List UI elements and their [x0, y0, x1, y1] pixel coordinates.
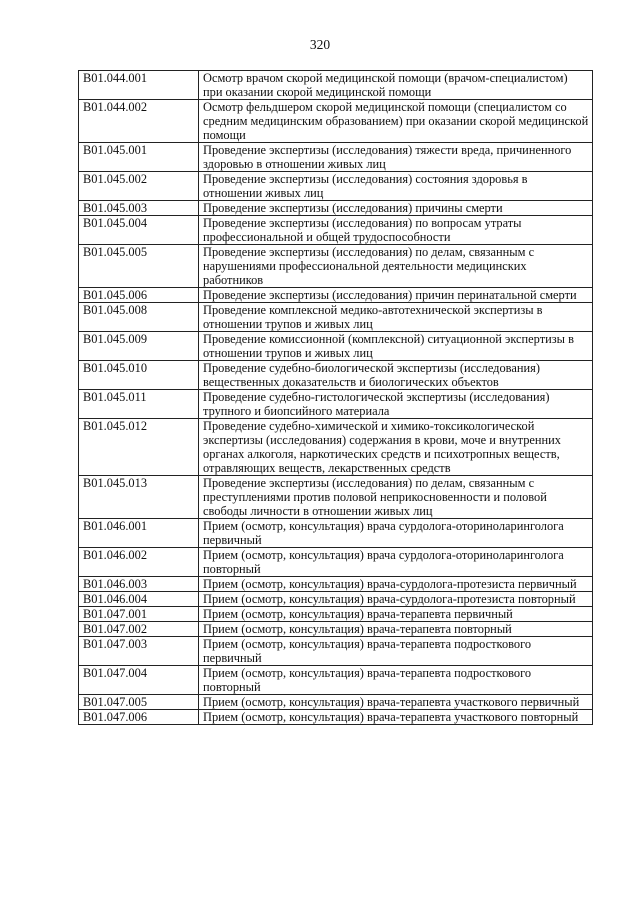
service-code: B01.045.009	[79, 332, 199, 361]
service-code: B01.044.001	[79, 71, 199, 100]
service-code: B01.047.003	[79, 637, 199, 666]
services-table	[78, 70, 593, 725]
table-row	[79, 361, 593, 390]
service-code: B01.045.002	[79, 172, 199, 201]
service-name: Проведение экспертизы (исследования) состояния здоровья в отношении живых лиц	[199, 172, 593, 201]
table-row	[79, 201, 593, 216]
table-row	[79, 577, 593, 592]
service-code: B01.046.002	[79, 548, 199, 577]
table-row	[79, 666, 593, 695]
service-name: Проведение экспертизы (исследования) по делам, связанным с нарушениями профессиональной деятельности медицинских работников	[199, 245, 593, 288]
service-code: B01.045.006	[79, 288, 199, 303]
table-row	[79, 710, 593, 725]
service-code: B01.047.006	[79, 710, 199, 725]
service-name: Проведение экспертизы (исследования) по вопросам утраты профессиональной и общей трудоспособности	[199, 216, 593, 245]
service-name: Осмотр врачом скорой медицинской помощи (врачом-специалистом) при оказании скорой медицинской помощи	[199, 71, 593, 100]
service-name: Прием (осмотр, консультация) врача-терапевта повторный	[199, 622, 593, 637]
table-row	[79, 216, 593, 245]
table-row	[79, 592, 593, 607]
table-row	[79, 71, 593, 100]
service-name: Прием (осмотр, консультация) врача-терапевта первичный	[199, 607, 593, 622]
service-name: Проведение комплексной медико-автотехнической экспертизы в отношении трупов и живых лиц	[199, 303, 593, 332]
services-table-body	[79, 71, 593, 725]
service-name: Проведение экспертизы (исследования) по делам, связанным с преступлениями против половой неприкосновенности и половой свободы личности в отношении живых лиц	[199, 476, 593, 519]
table-row	[79, 100, 593, 143]
table-row	[79, 695, 593, 710]
table-row	[79, 143, 593, 172]
service-name: Прием (осмотр, консультация) врача-терапевта подросткового повторный	[199, 666, 593, 695]
table-row	[79, 607, 593, 622]
service-name: Проведение комиссионной (комплексной) ситуационной экспертизы в отношении трупов и живых лиц	[199, 332, 593, 361]
service-name: Проведение судебно-химической и химико-токсикологической экспертизы (исследования) содержания в крови, моче и внутренних органах алкоголя, наркотических средств и психотропных веществ, отравляющих веществ, лекарственных средств	[199, 419, 593, 476]
service-name: Проведение экспертизы (исследования) тяжести вреда, причиненного здоровью в отношении живых лиц	[199, 143, 593, 172]
service-name: Проведение судебно-гистологической экспертизы (исследования) трупного и биопсийного материала	[199, 390, 593, 419]
service-code: B01.045.003	[79, 201, 199, 216]
service-code: B01.045.001	[79, 143, 199, 172]
service-code: B01.047.001	[79, 607, 199, 622]
service-name: Проведение экспертизы (исследования) причин перинатальной смерти	[199, 288, 593, 303]
service-name: Прием (осмотр, консультация) врача сурдолога-оториноларинголога повторный	[199, 548, 593, 577]
table-row	[79, 622, 593, 637]
table-row	[79, 476, 593, 519]
service-code: B01.047.002	[79, 622, 199, 637]
service-name: Проведение экспертизы (исследования) причины смерти	[199, 201, 593, 216]
service-name: Прием (осмотр, консультация) врача сурдолога-оториноларинголога первичный	[199, 519, 593, 548]
table-row	[79, 303, 593, 332]
service-name: Прием (осмотр, консультация) врача-терапевта участкового первичный	[199, 695, 593, 710]
table-row	[79, 172, 593, 201]
service-name: Прием (осмотр, консультация) врача-сурдолога-протезиста повторный	[199, 592, 593, 607]
service-code: B01.045.011	[79, 390, 199, 419]
service-name: Прием (осмотр, консультация) врача-сурдолога-протезиста первичный	[199, 577, 593, 592]
service-code: B01.045.005	[79, 245, 199, 288]
service-name: Прием (осмотр, консультация) врача-терапевта участкового повторный	[199, 710, 593, 725]
service-code: B01.045.012	[79, 419, 199, 476]
service-code: B01.045.008	[79, 303, 199, 332]
table-row	[79, 419, 593, 476]
service-name: Прием (осмотр, консультация) врача-терапевта подросткового первичный	[199, 637, 593, 666]
service-code: B01.046.004	[79, 592, 199, 607]
service-code: B01.047.004	[79, 666, 199, 695]
table-row	[79, 390, 593, 419]
table-row	[79, 245, 593, 288]
service-code: B01.045.013	[79, 476, 199, 519]
service-name: Проведение судебно-биологической экспертизы (исследования) вещественных доказательств и биологических объектов	[199, 361, 593, 390]
service-code: B01.047.005	[79, 695, 199, 710]
service-code: B01.044.002	[79, 100, 199, 143]
service-code: B01.046.003	[79, 577, 199, 592]
table-row	[79, 637, 593, 666]
table-row	[79, 332, 593, 361]
table-row	[79, 519, 593, 548]
service-name: Осмотр фельдшером скорой медицинской помощи (специалистом со средним медицинским образованием) при оказании скорой медицинской помощи	[199, 100, 593, 143]
service-code: B01.046.001	[79, 519, 199, 548]
service-code: B01.045.004	[79, 216, 199, 245]
table-row	[79, 288, 593, 303]
service-code: B01.045.010	[79, 361, 199, 390]
table-row	[79, 548, 593, 577]
page-number: 320	[309, 37, 331, 52]
